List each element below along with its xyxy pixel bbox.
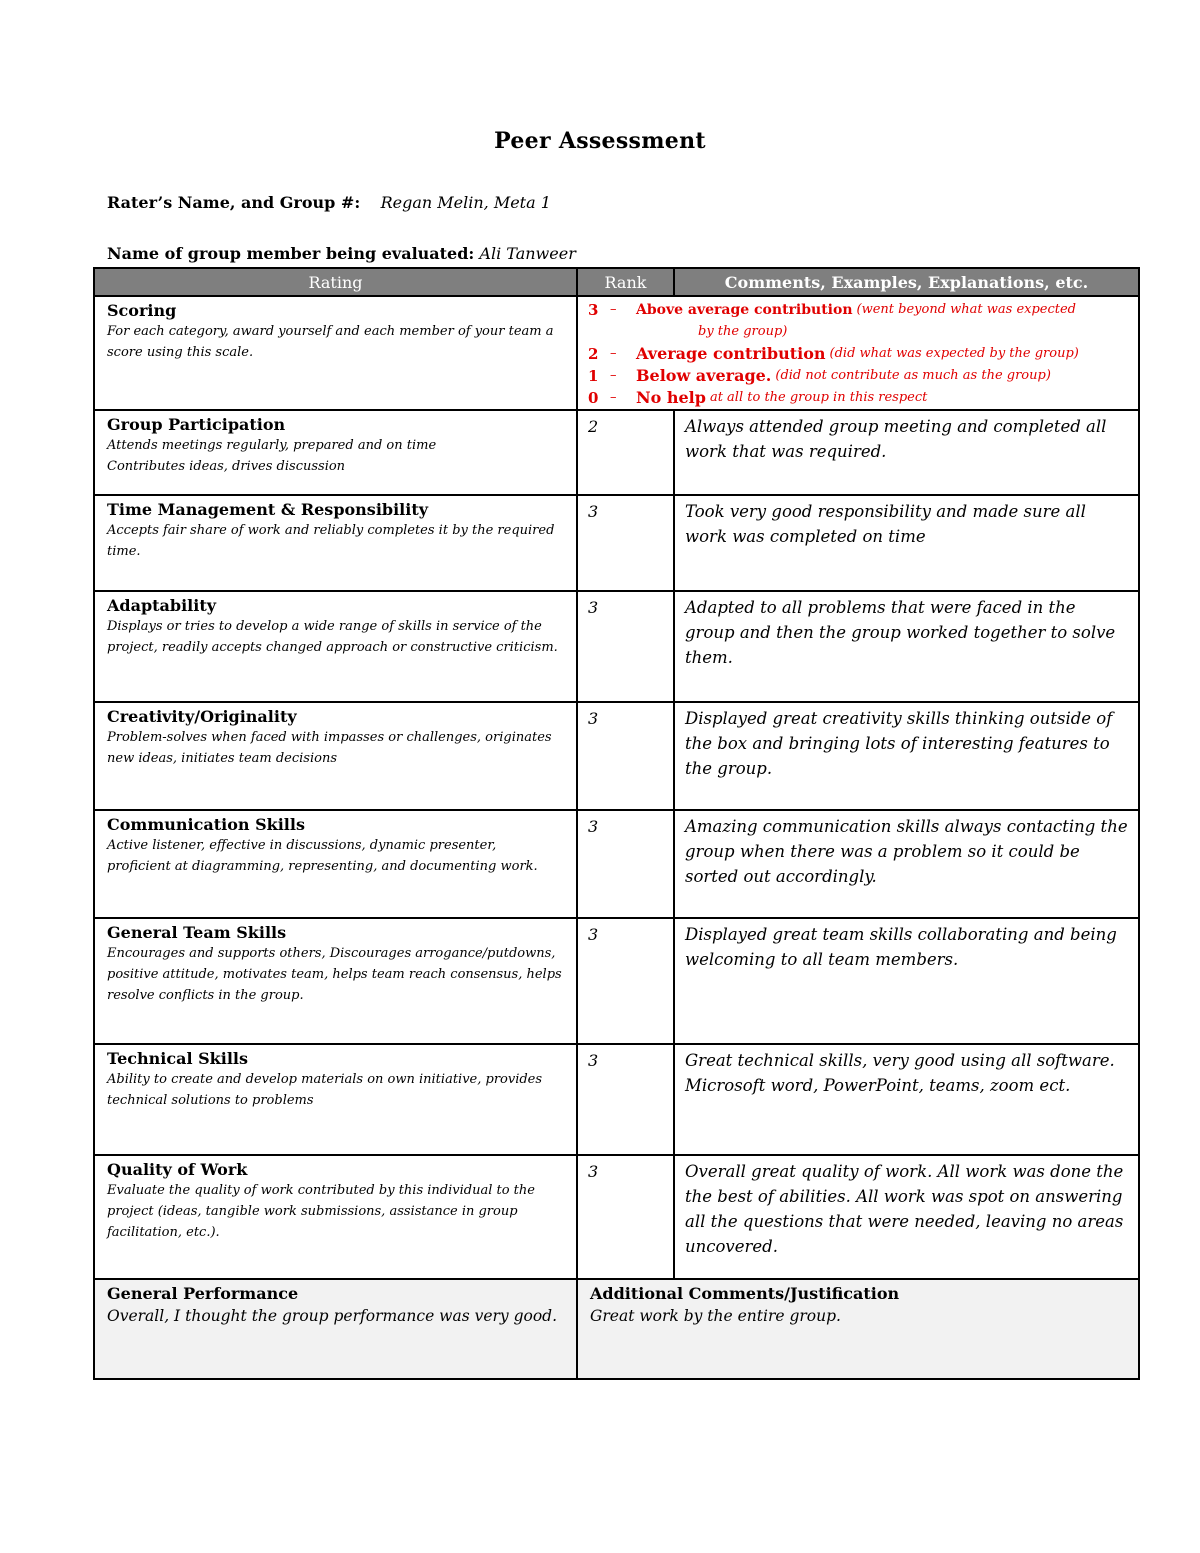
member-value: Ali Tanweer [479, 244, 576, 263]
rater-value: Regan Melin, Meta 1 [380, 193, 551, 212]
rank-value[interactable]: 3 [588, 1162, 599, 1181]
category-name: Group Participation [107, 415, 286, 434]
rank-value[interactable]: 3 [588, 817, 599, 836]
scoring-scale [578, 297, 1138, 409]
scale-row-0 [588, 387, 1130, 409]
category-desc: Displays or tries to develop a wide range of skills in service of the project, readily accepts changed approach or constructive criticism. [107, 619, 558, 655]
scale-label: Below average. [636, 366, 772, 385]
scale-label: Above average contribution [636, 302, 853, 318]
table-header-row [94, 268, 1139, 296]
comment-text[interactable]: Amazing communication skills always contacting the group when there was a problem so it could be sorted out accordingly. [685, 817, 1128, 886]
scale-row-1 [588, 365, 1130, 387]
rank-value[interactable]: 3 [588, 1051, 599, 1070]
rank-value[interactable]: 3 [588, 598, 599, 617]
header-rank: Rank [577, 268, 674, 296]
category-name: Communication Skills [107, 815, 305, 834]
additional-comments-text[interactable]: Great work by the entire group. [590, 1307, 841, 1325]
table-row [94, 918, 1139, 1044]
category-name: Creativity/Originality [107, 707, 297, 726]
category-name: Adaptability [107, 596, 217, 615]
rank-value[interactable]: 3 [588, 709, 599, 728]
comment-text[interactable]: Displayed great team skills collaborating and being welcoming to all team members. [685, 925, 1117, 969]
scoring-desc: For each category, award yourself and each member of your team a score using this scale. [107, 324, 554, 360]
scale-num: 1 [588, 367, 599, 385]
category-desc: Evaluate the quality of work contributed by this individual to the project (ideas, tangible work submissions, assistance in group facilitation, etc.). [107, 1183, 535, 1240]
rank-value[interactable]: 2 [588, 417, 599, 436]
scoring-row [94, 296, 1139, 410]
scale-dash: – [610, 368, 617, 383]
comment-text[interactable]: Displayed great creativity skills thinking outside of the box and bringing lots of interesting features to the group. [685, 709, 1113, 778]
category-name: General Team Skills [107, 923, 287, 942]
category-name: Quality of Work [107, 1160, 248, 1179]
rater-label: Rater’s Name, and Group #: [107, 193, 361, 212]
general-performance-row [94, 1279, 1139, 1379]
scale-label: No help [636, 388, 706, 407]
scale-dash: – [610, 346, 617, 361]
rank-value[interactable]: 3 [588, 502, 599, 521]
member-line [107, 244, 576, 263]
rank-value[interactable]: 3 [588, 925, 599, 944]
table-row [94, 1044, 1139, 1155]
category-desc: Ability to create and develop materials on own initiative, provides technical solutions to problems [107, 1072, 543, 1108]
header-comments: Comments, Examples, Explanations, etc. [674, 268, 1139, 296]
scale-note: at all to the group in this respect [709, 390, 928, 405]
category-name: Technical Skills [107, 1049, 248, 1068]
comment-text[interactable]: Adapted to all problems that were faced in the group and then the group worked together to solve them. [685, 598, 1116, 667]
scale-note-continued: by the group) [698, 324, 788, 339]
table-row [94, 410, 1139, 495]
scale-num: 0 [588, 389, 599, 407]
page-title: Peer Assessment [494, 128, 706, 154]
table-row [94, 495, 1139, 591]
additional-comments-label: Additional Comments/Justification [590, 1284, 900, 1303]
member-label: Name of group member being evaluated: [107, 244, 475, 263]
header-rating: Rating [94, 268, 577, 296]
comment-text[interactable]: Took very good responsibility and made sure all work was completed on time [685, 502, 1086, 546]
scale-note: (did not contribute as much as the group) [775, 368, 1051, 383]
rater-line [107, 193, 551, 212]
assessment-table [93, 267, 1140, 1380]
scale-row-3 [588, 299, 1130, 321]
comment-text[interactable]: Overall great quality of work. All work was done the the best of abilities. All work was spot on answering all the questions that were needed, leaving no areas uncovered. [685, 1162, 1124, 1256]
scale-num: 2 [588, 345, 599, 363]
general-performance-text[interactable]: Overall, I thought the group performance was very good. [107, 1307, 558, 1325]
table-row [94, 702, 1139, 810]
table-row [94, 591, 1139, 702]
scale-dash: – [610, 302, 617, 317]
scale-dash: – [610, 390, 617, 405]
category-name: Time Management & Responsibility [107, 500, 428, 519]
table-row [94, 1155, 1139, 1279]
comment-text[interactable]: Always attended group meeting and completed all work that was required. [685, 417, 1107, 461]
category-desc: Active listener, effective in discussions, dynamic presenter, proficient at diagramming, representing, and documenting work. [107, 838, 538, 874]
scale-note: (went beyond what was expected [856, 302, 1076, 317]
category-desc: Encourages and supports others, Discourages arrogance/putdowns, positive attitude, motivates team, helps team reach consensus, helps resolve conflicts in the group. [107, 946, 562, 1003]
table-row [94, 810, 1139, 918]
scale-num: 3 [588, 301, 599, 319]
scale-label: Average contribution [636, 344, 826, 363]
category-desc: Attends meetings regularly, prepared and on time Contributes ideas, drives discussion [107, 438, 437, 474]
category-desc: Accepts fair share of work and reliably completes it by the required time. [107, 523, 555, 559]
scoring-name: Scoring [107, 301, 177, 320]
category-desc: Problem-solves when faced with impasses or challenges, originates new ideas, initiates team decisions [107, 730, 552, 766]
comment-text[interactable]: Great technical skills, very good using all software. Microsoft word, PowerPoint, teams, zoom ect. [685, 1051, 1115, 1095]
general-performance-label: General Performance [107, 1284, 299, 1303]
scale-note: (did what was expected by the group) [829, 346, 1079, 361]
scale-row-2 [588, 343, 1130, 365]
